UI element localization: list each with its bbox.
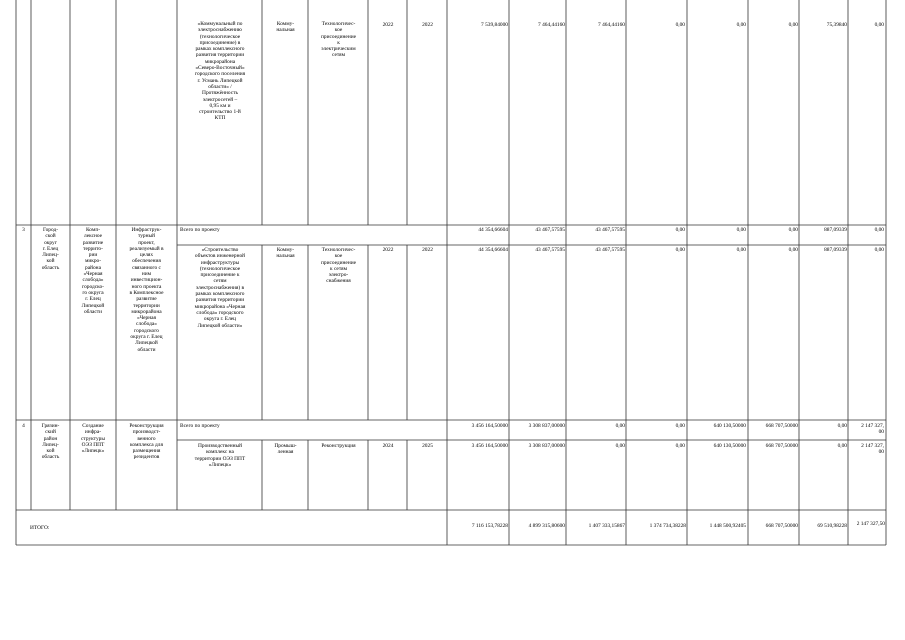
row4-number: 4 <box>22 423 25 429</box>
row3-total-label: Всего по проекту <box>180 227 220 233</box>
row4-total-label: Всего по проекту <box>180 423 220 429</box>
total-value-7: 69 510,98228 <box>817 523 847 529</box>
row4-total-value-5: 640 130,50000 <box>713 423 746 429</box>
row3-total-value-3: 43 467,57595 <box>595 227 625 233</box>
row3-total-value-1: 44 354,66604 <box>478 227 508 233</box>
row3-sub-value-2: 43 467,57595 <box>535 247 565 253</box>
row4-total-value-2: 3 308 837,00000 <box>528 423 565 429</box>
row3-project-type: Инфраструк- турный проект, реализуемый в целях обеспечения связанного с ним инвестицион- ного проекта в Комплексное развитие территории микрорайона «Черная слобода» городского округа г. Елец Липецкой области <box>129 227 164 353</box>
row3-sub-value-1: 44 354,66604 <box>478 247 508 253</box>
total-value-5: 1 448 500,92405 <box>709 523 746 529</box>
row3-sub-value-7: 887,09339 <box>824 247 847 253</box>
row4-sub-year-end: 2025 <box>422 443 433 449</box>
row-top-value-1: 7 539,84000 <box>481 22 508 28</box>
row3-number: 3 <box>22 227 25 233</box>
row4-sub-value-1: 3 456 164,50000 <box>471 443 508 449</box>
row4-sub-description: Производственный комплекс на территории ОЭЗ ППТ «Липецк» <box>194 443 246 468</box>
row3-sub-value-4: 0,00 <box>675 247 685 253</box>
row4-total-value-6: 668 707,50000 <box>765 423 798 429</box>
row-top-value-6: 0,00 <box>788 22 798 28</box>
row4-sub-year-start: 2024 <box>382 443 394 449</box>
row4-sub-value-6: 668 707,50000 <box>765 443 798 449</box>
row4-total-value-4: 0,00 <box>675 423 685 429</box>
row4-total-value-1: 3 456 164,50000 <box>471 423 508 429</box>
row3-sub-year-end: 2022 <box>422 247 433 253</box>
row-top-value-7: 75,39840 <box>826 22 847 28</box>
row4-sub-value-8: 2 147 327, 00 <box>861 443 884 456</box>
row4-total-value-3: 0,00 <box>615 423 625 429</box>
row4-sub-value-3: 0,00 <box>615 443 625 449</box>
row4-total-value-8: 2 147 327, 00 <box>861 423 884 436</box>
total-value-2: 4 899 315,80600 <box>528 523 565 529</box>
total-value-1: 7 116 153,78228 <box>471 523 508 529</box>
row4-sub-value-7: 0,00 <box>837 443 847 449</box>
row3-sub-description: «Строительство объектов инженерной инфраструктуры (технологическое присоединение к сетям электроснабжения) в рамках комплексного развития территории микрорайона «Черная слобода» городского округа г. Елец Липецкой области» <box>194 247 246 329</box>
row4-sub-value-5: 640 130,50000 <box>713 443 746 449</box>
row3-sub-activity: Технологичес- кое присоединение к сетям электро- снабжения <box>320 247 356 285</box>
row4-total-value-7: 0,00 <box>837 423 847 429</box>
row3-total-value-5: 0,00 <box>736 227 746 233</box>
row3-total-value-2: 43 467,57595 <box>535 227 565 233</box>
row3-sub-value-3: 43 467,57595 <box>595 247 625 253</box>
row3-total-value-8: 0,00 <box>874 227 884 233</box>
row4-sub-sector: Промыш- ленная <box>274 443 297 456</box>
row-top-year-end: 2022 <box>422 22 433 28</box>
row3-sub-sector: Комму- нальная <box>276 247 295 260</box>
row3-total-value-6: 0,00 <box>788 227 798 233</box>
row-top-value-4: 0,00 <box>675 22 685 28</box>
row3-municipality: Город- ской округ г. Елец Липец- кой область <box>41 227 60 271</box>
row4-sub-value-4: 0,00 <box>675 443 685 449</box>
total-value-3: 1 407 333,15867 <box>588 523 625 529</box>
total-value-6: 668 707,50000 <box>765 523 798 529</box>
row3-sub-value-8: 0,00 <box>874 247 884 253</box>
row3-total-value-7: 887,09339 <box>824 227 847 233</box>
row3-sub-value-5: 0,00 <box>736 247 746 253</box>
row4-municipality: Грязин- ский район Липец- кой область <box>41 423 60 461</box>
row3-sub-value-6: 0,00 <box>788 247 798 253</box>
row3-total-value-4: 0,00 <box>675 227 685 233</box>
row4-sub-activity: Реконструкция <box>321 443 356 449</box>
row-top-value-5: 0,00 <box>736 22 746 28</box>
row4-sub-value-2: 3 308 837,00000 <box>528 443 565 449</box>
total-label: ИТОГО: <box>30 525 50 531</box>
row-top-value-3: 7 464,44160 <box>598 22 625 28</box>
row-top-value-2: 7 464,44160 <box>538 22 565 28</box>
row3-project-name: Комп- лексное развитие террито- рии микро- района «Черная слобода» городско- го округа г. Елец Липецкой области <box>81 227 105 315</box>
total-value-8: 2 147 327,50 <box>856 521 885 527</box>
total-value-4: 1 374 734,38228 <box>649 523 686 529</box>
row-top-sector: Комму- нальная <box>276 21 295 34</box>
row-top-description: «Коммунальный по электроснабжению (технологическое присоединение) в рамках комплексного развития территории микрорайона «Северо-Восточный» городского поселения г. Усмань Липецкой области» / Протяжённость электросетей – 0,95 км и строительство 1-й КТП <box>194 21 246 122</box>
row3-sub-year-start: 2022 <box>382 247 394 253</box>
row-top-year-start: 2022 <box>382 22 394 28</box>
row-top-value-8: 0,00 <box>874 22 884 28</box>
row4-project-name: Создание инфра- структуры ОЭЗ ППТ «Липецк» <box>81 423 105 455</box>
row-top-activity: Технологичес- кое присоединение к электрическим сетям <box>320 21 356 59</box>
row4-project-type: Реконструкция производст- венного комплекса для размещения резидентов <box>129 423 164 461</box>
